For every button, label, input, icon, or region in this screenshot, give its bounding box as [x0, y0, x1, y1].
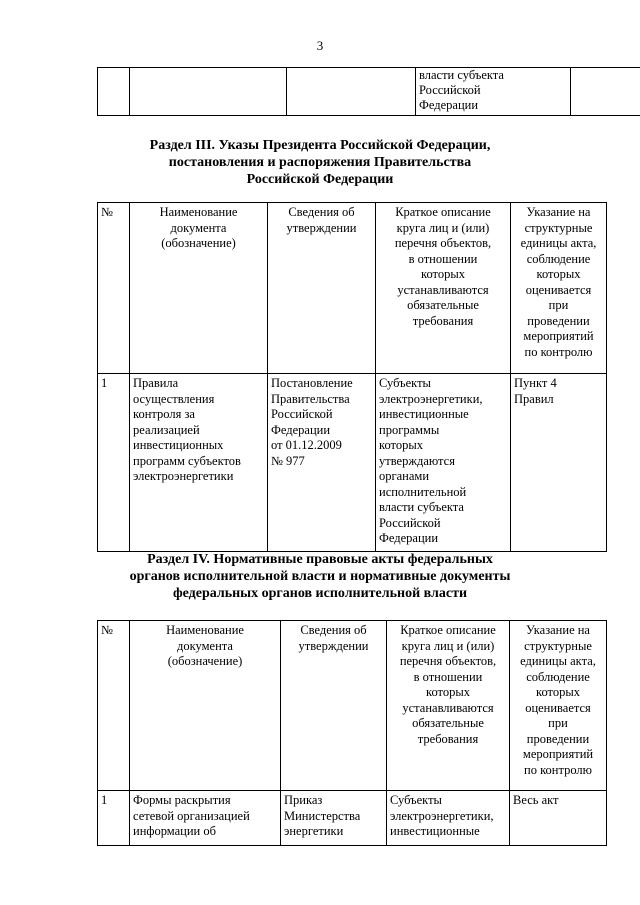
text-line: исполнительной: [379, 484, 467, 499]
table-cell-number: [98, 791, 130, 846]
text-line: устанавливаются: [402, 700, 494, 715]
column-header-structural-units: [510, 621, 607, 791]
text-line: Российской: [419, 83, 481, 97]
table-cell: [416, 68, 571, 116]
text-line: 1: [101, 376, 108, 390]
text-line: Краткое описание: [400, 623, 496, 637]
text-line: Министерства: [284, 808, 361, 823]
table-header-row: [98, 621, 607, 791]
text-line: документа: [170, 220, 227, 235]
table-header-row: [98, 203, 607, 374]
column-header-document-name: [130, 203, 268, 374]
page-number: 3: [316, 38, 324, 53]
text-line: утверждении: [286, 220, 357, 235]
text-line: круга лиц и (или): [396, 220, 490, 235]
text-line: инвестиционные: [379, 407, 469, 421]
text-line: Постановление: [271, 376, 353, 390]
text-line: от 01.12.2009: [271, 438, 342, 452]
text-line: информации об: [133, 824, 216, 838]
text-line: (обозначение): [161, 236, 236, 250]
column-header-approval-info: [268, 203, 376, 374]
text-line: Указание на: [526, 205, 591, 219]
text-line: программы: [379, 422, 440, 437]
text-line: круга лиц и (или): [401, 638, 495, 653]
text-line: структурные: [524, 220, 593, 235]
text-line: контроля за: [133, 407, 195, 421]
text-line: утверждаются: [379, 453, 455, 468]
text-line: (обозначение): [167, 654, 243, 668]
text-line: требования: [417, 731, 479, 746]
text-line: Правила: [133, 376, 179, 390]
table-cell-description: [387, 791, 510, 846]
text-line: которых: [421, 267, 465, 281]
text-line: электроэнергетики,: [390, 808, 494, 823]
text-line: Сведения об: [288, 205, 355, 219]
text-line: №: [101, 623, 113, 637]
column-header-description: [376, 203, 511, 374]
text-line: Субъекты: [379, 376, 431, 390]
text-line: Приказ: [284, 793, 323, 807]
text-line: Наименование: [159, 205, 238, 219]
text-line: при: [548, 298, 569, 312]
text-line: соблюдение: [526, 251, 591, 266]
text-line: власти субъекта: [379, 500, 464, 514]
table-cell-structural-units: [511, 374, 607, 552]
text-line: обязательные: [412, 716, 484, 730]
table-cell: [98, 68, 130, 116]
text-line: проведении: [526, 731, 590, 746]
column-header-description: [387, 621, 510, 791]
table-cell: [571, 68, 640, 116]
section-title-line: федеральных органов исполнительной власти: [172, 586, 468, 601]
text-line: по контролю: [524, 344, 593, 359]
text-line: проведении: [527, 313, 590, 328]
text-line: единицы акта,: [520, 236, 597, 250]
table-cell-number: [98, 374, 130, 552]
text-line: утверждении: [298, 638, 369, 653]
section-4-table: [97, 620, 607, 846]
text-line: Федерации: [419, 98, 479, 112]
text-line: по контролю: [524, 762, 592, 777]
text-line: энергетики: [284, 824, 344, 838]
table-row: [98, 791, 607, 846]
text-line: в отношении: [408, 251, 478, 266]
text-line: электроэнергетики,: [379, 391, 483, 406]
table-cell-approval-info: [268, 374, 376, 552]
text-line: требования: [412, 313, 474, 328]
text-line: инвестиционные: [390, 824, 480, 838]
table-cell-document-name: [130, 791, 281, 846]
text-line: перечня объектов,: [399, 654, 497, 668]
text-line: мероприятий: [522, 747, 594, 761]
text-line: осуществления: [133, 391, 215, 406]
section-3-table: [97, 202, 607, 552]
text-line: №: [101, 205, 113, 219]
column-header-structural-units: [511, 203, 607, 374]
text-line: которых: [536, 685, 580, 699]
column-header-number: [98, 621, 130, 791]
text-line: Формы раскрытия: [133, 793, 231, 807]
text-line: при: [548, 716, 568, 730]
text-line: Сведения об: [300, 623, 367, 637]
section-title-line: Российской Федерации: [246, 172, 394, 187]
table-cell: [130, 68, 287, 116]
text-line: Указание на: [526, 623, 590, 637]
text-line: Федерации: [271, 422, 331, 437]
text-line: Субъекты: [390, 793, 442, 807]
text-line: инвестиционных: [133, 438, 224, 452]
text-line: единицы акта,: [520, 654, 596, 668]
section-title-line: постановления и распоряжения Правительства: [168, 155, 472, 170]
text-line: соблюдение: [526, 669, 590, 684]
continuation-table: [97, 67, 640, 116]
text-line: которых: [379, 438, 423, 452]
text-line: Весь акт: [513, 793, 559, 807]
text-line: устанавливаются: [397, 282, 489, 297]
text-line: которых: [426, 685, 470, 699]
text-line: Краткое описание: [395, 205, 491, 219]
table-cell-document-name: [130, 374, 268, 552]
table-cell-structural-units: [510, 791, 607, 846]
text-line: в отношении: [413, 669, 483, 684]
table-cell: [287, 68, 416, 116]
text-line: программ субъектов: [133, 453, 241, 468]
text-line: Российской: [379, 515, 441, 530]
table-row: [98, 68, 640, 116]
column-header-document-name: [130, 621, 281, 791]
text-line: Наименование: [166, 623, 244, 637]
text-line: Российской: [271, 407, 333, 421]
text-line: Пункт 4: [514, 376, 557, 390]
text-line: Правил: [514, 391, 554, 406]
text-line: оценивается: [525, 700, 591, 715]
section-title-line: органов исполнительной власти и нормативные документы: [129, 569, 511, 584]
text-line: обязательные: [407, 298, 479, 312]
section-title-line: Раздел III. Указы Президента Российской Федерации,: [149, 138, 491, 153]
text-line: Федерации: [379, 531, 439, 545]
text-line: которых: [536, 267, 581, 281]
text-line: оценивается: [525, 282, 592, 297]
table-row: [98, 374, 607, 552]
text-line: структурные: [524, 638, 592, 653]
text-line: № 977: [271, 453, 305, 468]
text-line: 1: [101, 793, 108, 807]
text-line: документа: [177, 638, 233, 653]
text-line: власти субъекта: [419, 68, 504, 82]
table-cell-description: [376, 374, 511, 552]
text-line: органами: [379, 469, 430, 483]
text-line: перечня объектов,: [394, 236, 492, 250]
text-line: реализацией: [133, 422, 200, 437]
section-4-title: [0, 551, 640, 602]
table-cell-approval-info: [281, 791, 387, 846]
section-title-line: Раздел IV. Нормативные правовые акты федеральных: [147, 552, 493, 567]
text-line: Правительства: [271, 391, 350, 406]
section-3-title: [0, 137, 640, 188]
text-line: сетевой организацией: [133, 808, 250, 823]
text-line: электроэнергетики: [133, 469, 234, 483]
column-header-approval-info: [281, 621, 387, 791]
column-header-number: [98, 203, 130, 374]
text-line: мероприятий: [523, 329, 594, 343]
